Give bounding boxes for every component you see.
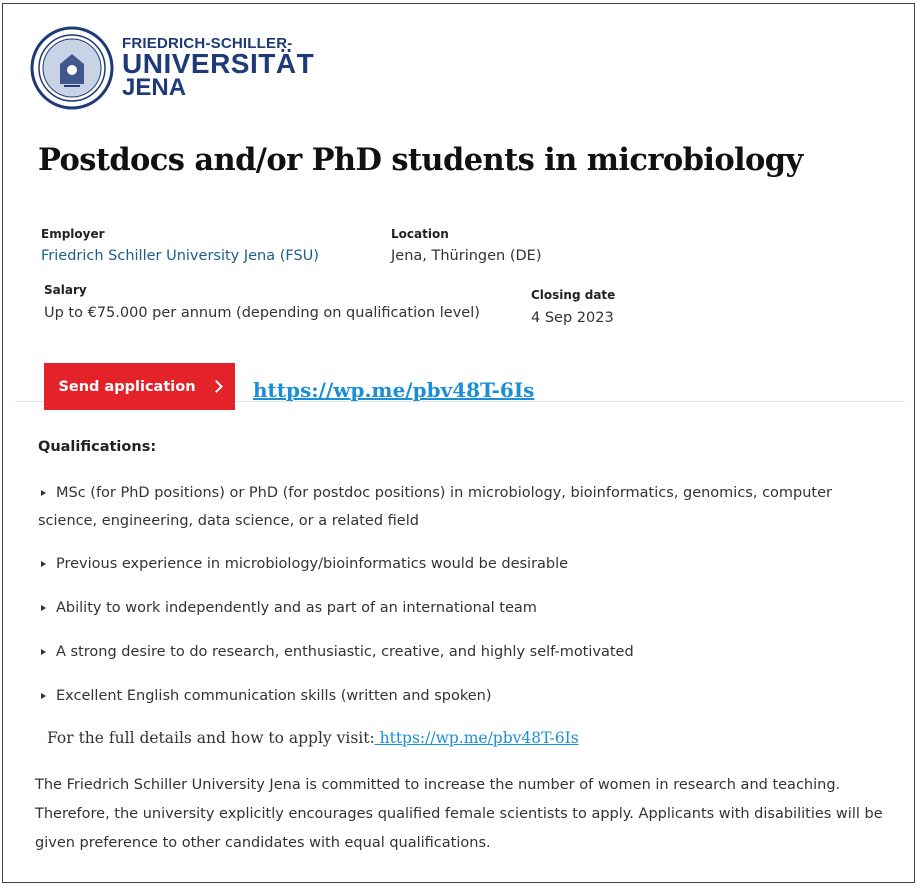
qualification-item: [38, 550, 888, 578]
full-details-line: [47, 729, 579, 747]
qualification-item: [38, 594, 888, 622]
bullet-icon: [41, 649, 46, 655]
full-details-text: For the full details and how to apply visit:: [47, 729, 375, 747]
qualification-text: Excellent English communication skills (written and spoken): [56, 688, 492, 704]
logo-line-3: JENA: [122, 74, 187, 101]
qualification-text: MSc (for PhD positions) or PhD (for postdoc positions) in microbiology, bioinformatics, genomics, computer science, engineering, data science, or a related field: [38, 485, 833, 529]
qualification-text: Ability to work independently and as part of an international team: [56, 600, 537, 616]
bullet-icon: [41, 605, 46, 611]
application-link[interactable]: https://wp.me/pbv48T-6Is: [253, 378, 535, 402]
qualification-text: Previous experience in microbiology/bioinformatics would be desirable: [56, 556, 569, 572]
closing-date-value: 4 Sep 2023: [531, 310, 614, 326]
send-application-button[interactable]: [44, 363, 235, 410]
employer-link[interactable]: Friedrich Schiller University Jena (FSU): [41, 248, 319, 264]
location-value: Jena, Thüringen (DE): [391, 248, 542, 264]
university-seal-icon: [30, 26, 114, 110]
university-logo: [30, 26, 315, 112]
equal-opportunity-statement: The Friedrich Schiller University Jena is committed to increase the number of women in research and teaching. Therefore, the university explicitly encourages qualified female scientists to apply. Applicants with disabilities will be given preference to other candidates with equal qualifications.: [35, 777, 883, 851]
job-title: Postdocs and/or PhD students in microbiology: [38, 142, 803, 178]
send-application-label: Send application: [58, 378, 196, 395]
closing-date-label: Closing date: [531, 288, 616, 302]
qualifications-heading: Qualifications:: [38, 439, 157, 455]
logo-line-1: FRIEDRICH-SCHILLER-: [122, 35, 293, 52]
qualification-item: [38, 638, 888, 666]
qualification-text: A strong desire to do research, enthusiastic, creative, and highly self-motivated: [56, 644, 634, 660]
employer-label: Employer: [41, 227, 105, 241]
location-label: Location: [391, 227, 449, 241]
logo-line-2: UNIVERSITÄT: [122, 48, 315, 79]
qualification-item: [38, 682, 888, 710]
qualification-item: [38, 479, 888, 535]
salary-value: Up to €75.000 per annum (depending on qualification level): [44, 305, 480, 321]
bullet-icon: [41, 490, 46, 496]
salary-label: Salary: [44, 283, 87, 297]
chevron-right-icon: [210, 380, 223, 393]
logo-wordmark: [122, 36, 314, 99]
bullet-icon: [41, 561, 46, 567]
full-details-link[interactable]: https://wp.me/pbv48T-6Is: [374, 729, 579, 747]
bullet-icon: [41, 693, 46, 699]
